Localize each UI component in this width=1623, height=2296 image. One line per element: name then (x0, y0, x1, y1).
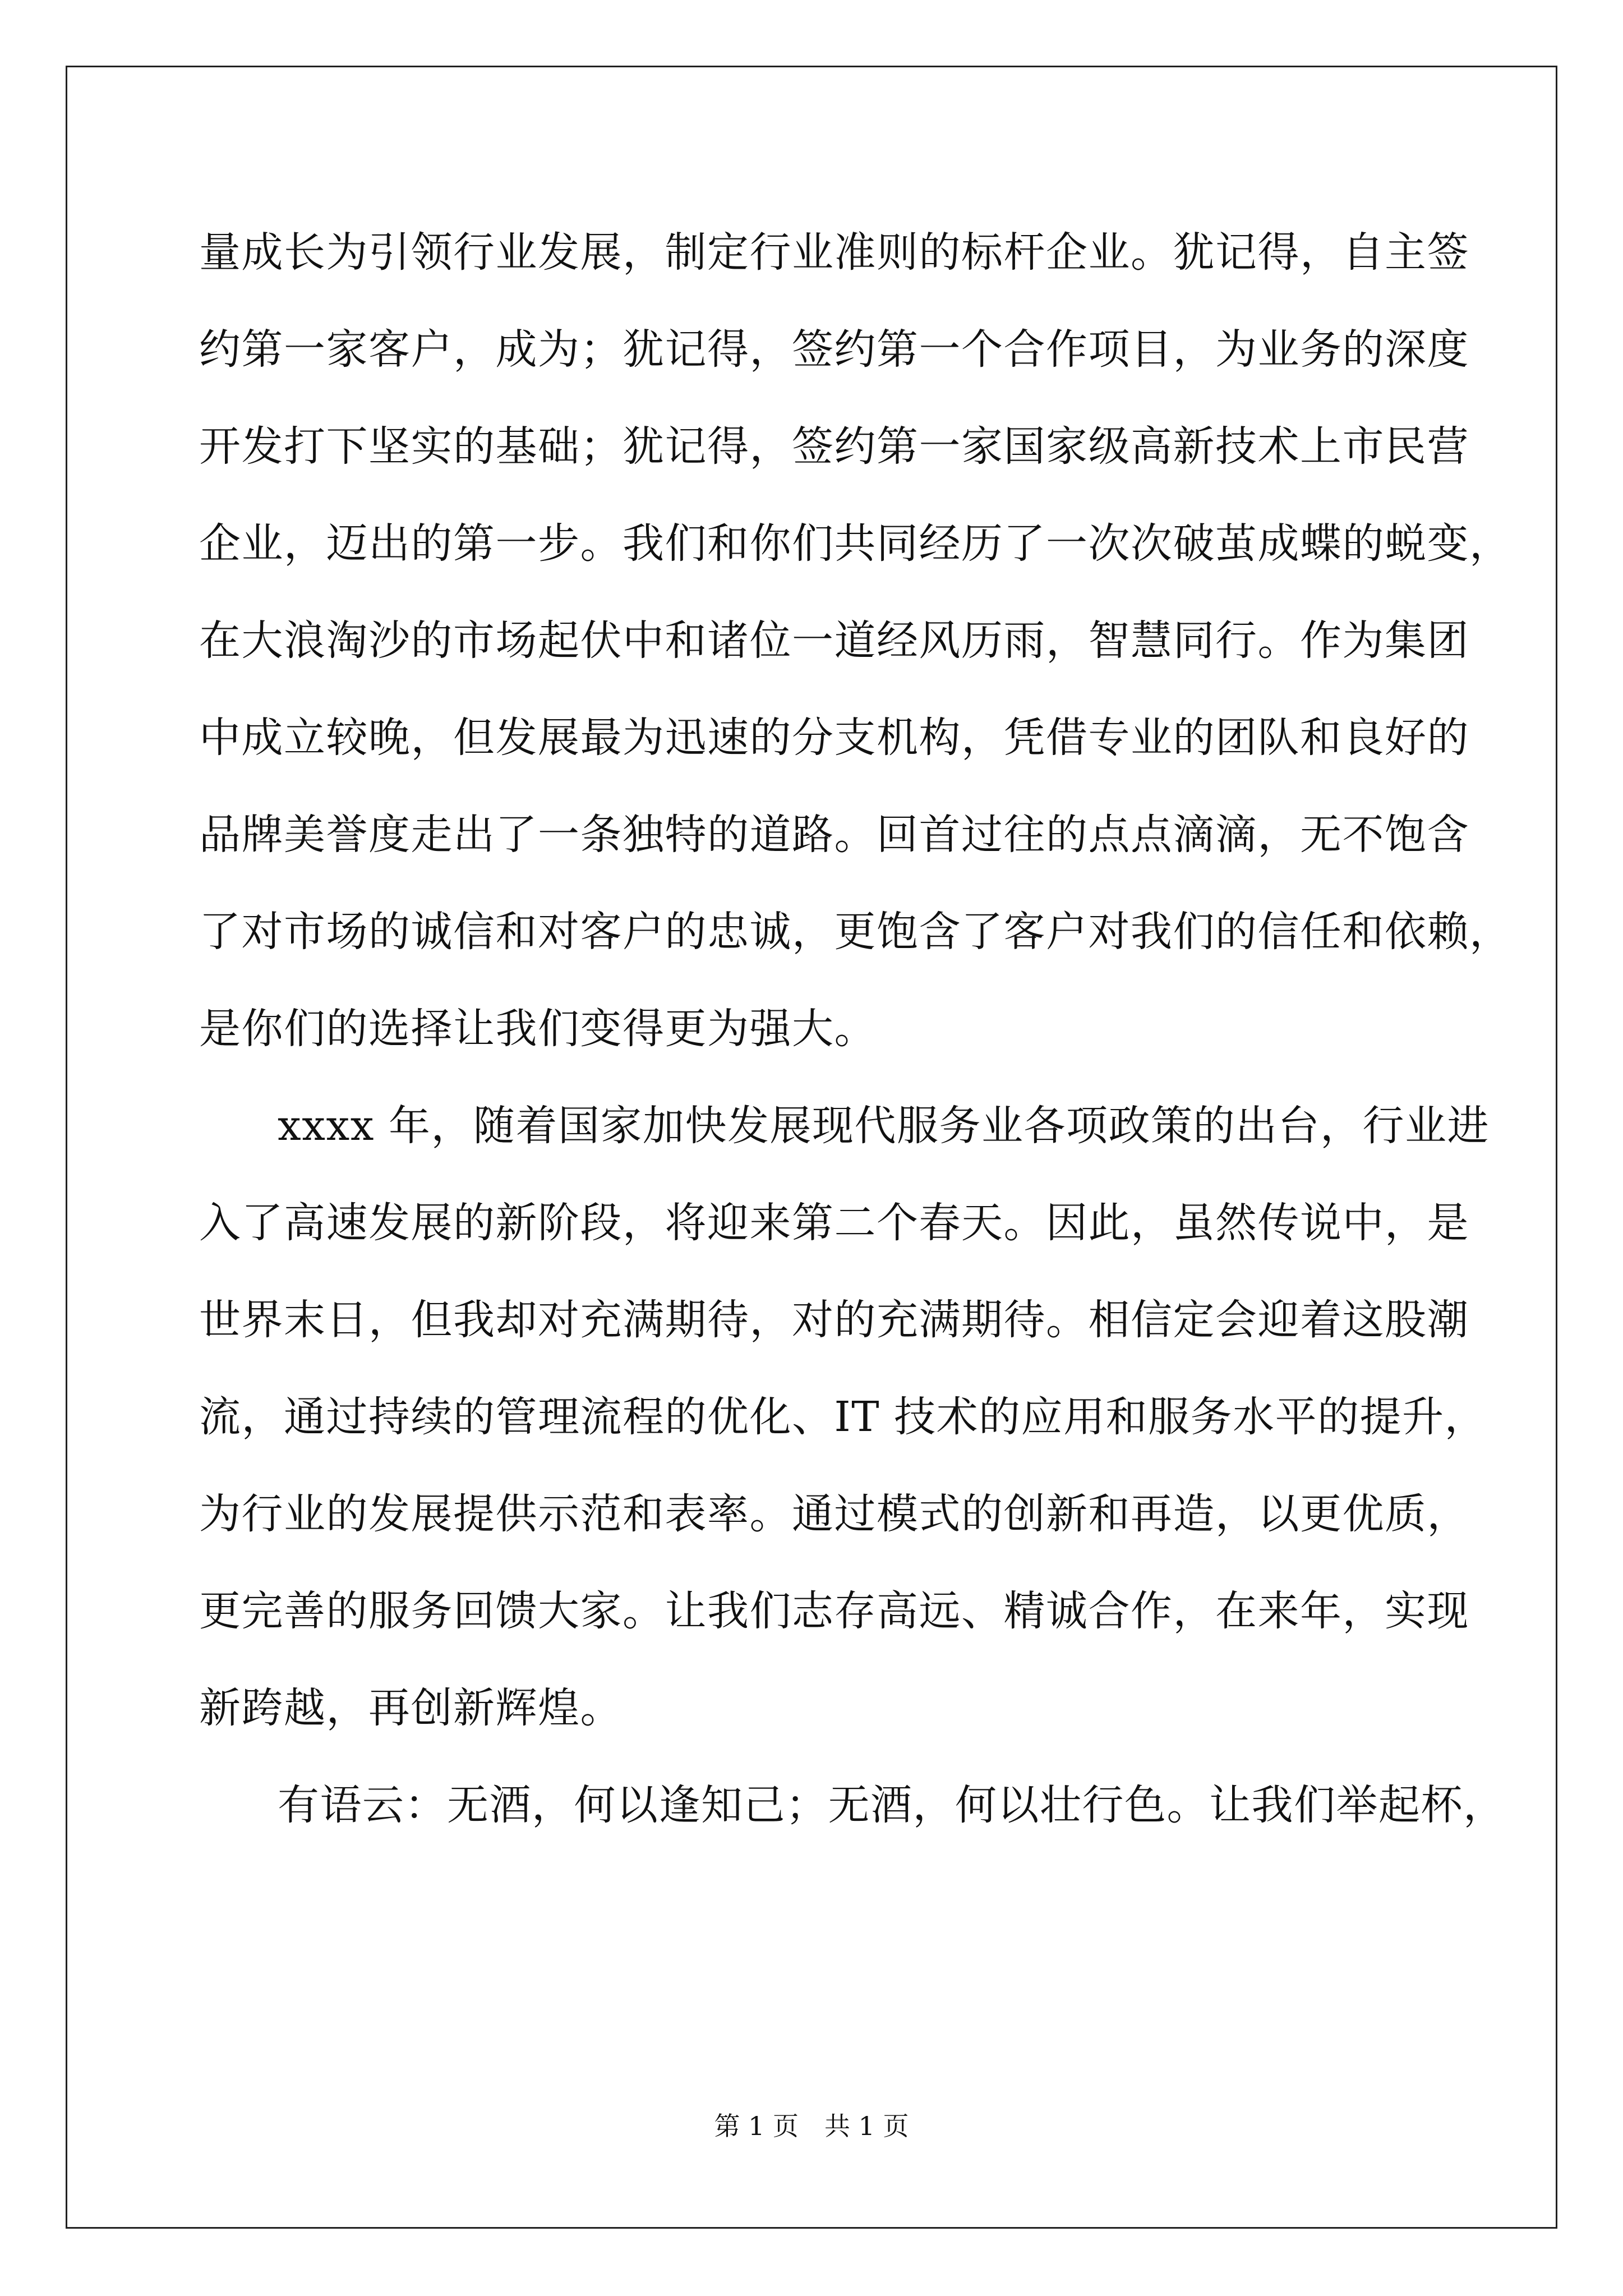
text-line: 入了高速发展的新阶段，将迎来第二个春天。因此，虽然传说中，是 (199, 1199, 1469, 1247)
text-line: 企业，迈出的第一步。我们和你们共同经历了一次次破茧成蝶的蜕变， (199, 519, 1512, 568)
text-line: 世界末日，但我却对充满期待，对的充满期待。相信定会迎着这股潮 (199, 1296, 1469, 1344)
text-line: 量成长为引领行业发展，制定行业准则的标杆企业。犹记得，自主签 (199, 228, 1469, 277)
paragraph-start-line: 有语云：无酒，何以逢知己；无酒，何以壮行色。让我们举起杯， (278, 1781, 1506, 1829)
text-line: 品牌美誉度走出了一条独特的道路。回首过往的点点滴滴，无不饱含 (199, 811, 1469, 859)
text-line: 在大浪淘沙的市场起伏中和诸位一道经风历雨，智慧同行。作为集团 (199, 616, 1469, 665)
page-footer: 第 1 页 共 1 页 (714, 2111, 909, 2141)
text-line: 约第一家客户，成为；犹记得，签约第一个合作项目，为业务的深度 (199, 325, 1469, 374)
text-line: 更完善的服务回馈大家。让我们志存高远、精诚合作，在来年，实现 (199, 1587, 1469, 1635)
text-line: 为行业的发展提供示范和表率。通过模式的创新和再造，以更优质， (199, 1490, 1469, 1538)
text-line: 开发打下坚实的基础；犹记得，签约第一家国家级高新技术上市民营 (199, 422, 1469, 471)
text-line: 了对市场的诚信和对客户的忠诚，更饱含了客户对我们的信任和依赖， (199, 908, 1512, 956)
text-line: 是你们的选择让我们变得更为强大。 (199, 1005, 877, 1053)
paragraph-start-line: xxxx 年，随着国家加快发展现代服务业各项政策的出台，行业进 (278, 1102, 1490, 1150)
text-line: 新跨越，再创新辉煌。 (199, 1684, 623, 1732)
text-line: 中成立较晚，但发展最为迅速的分支机构，凭借专业的团队和良好的 (199, 714, 1469, 762)
text-line: 流，通过持续的管理流程的优化、IT 技术的应用和服务水平的提升， (199, 1393, 1487, 1441)
